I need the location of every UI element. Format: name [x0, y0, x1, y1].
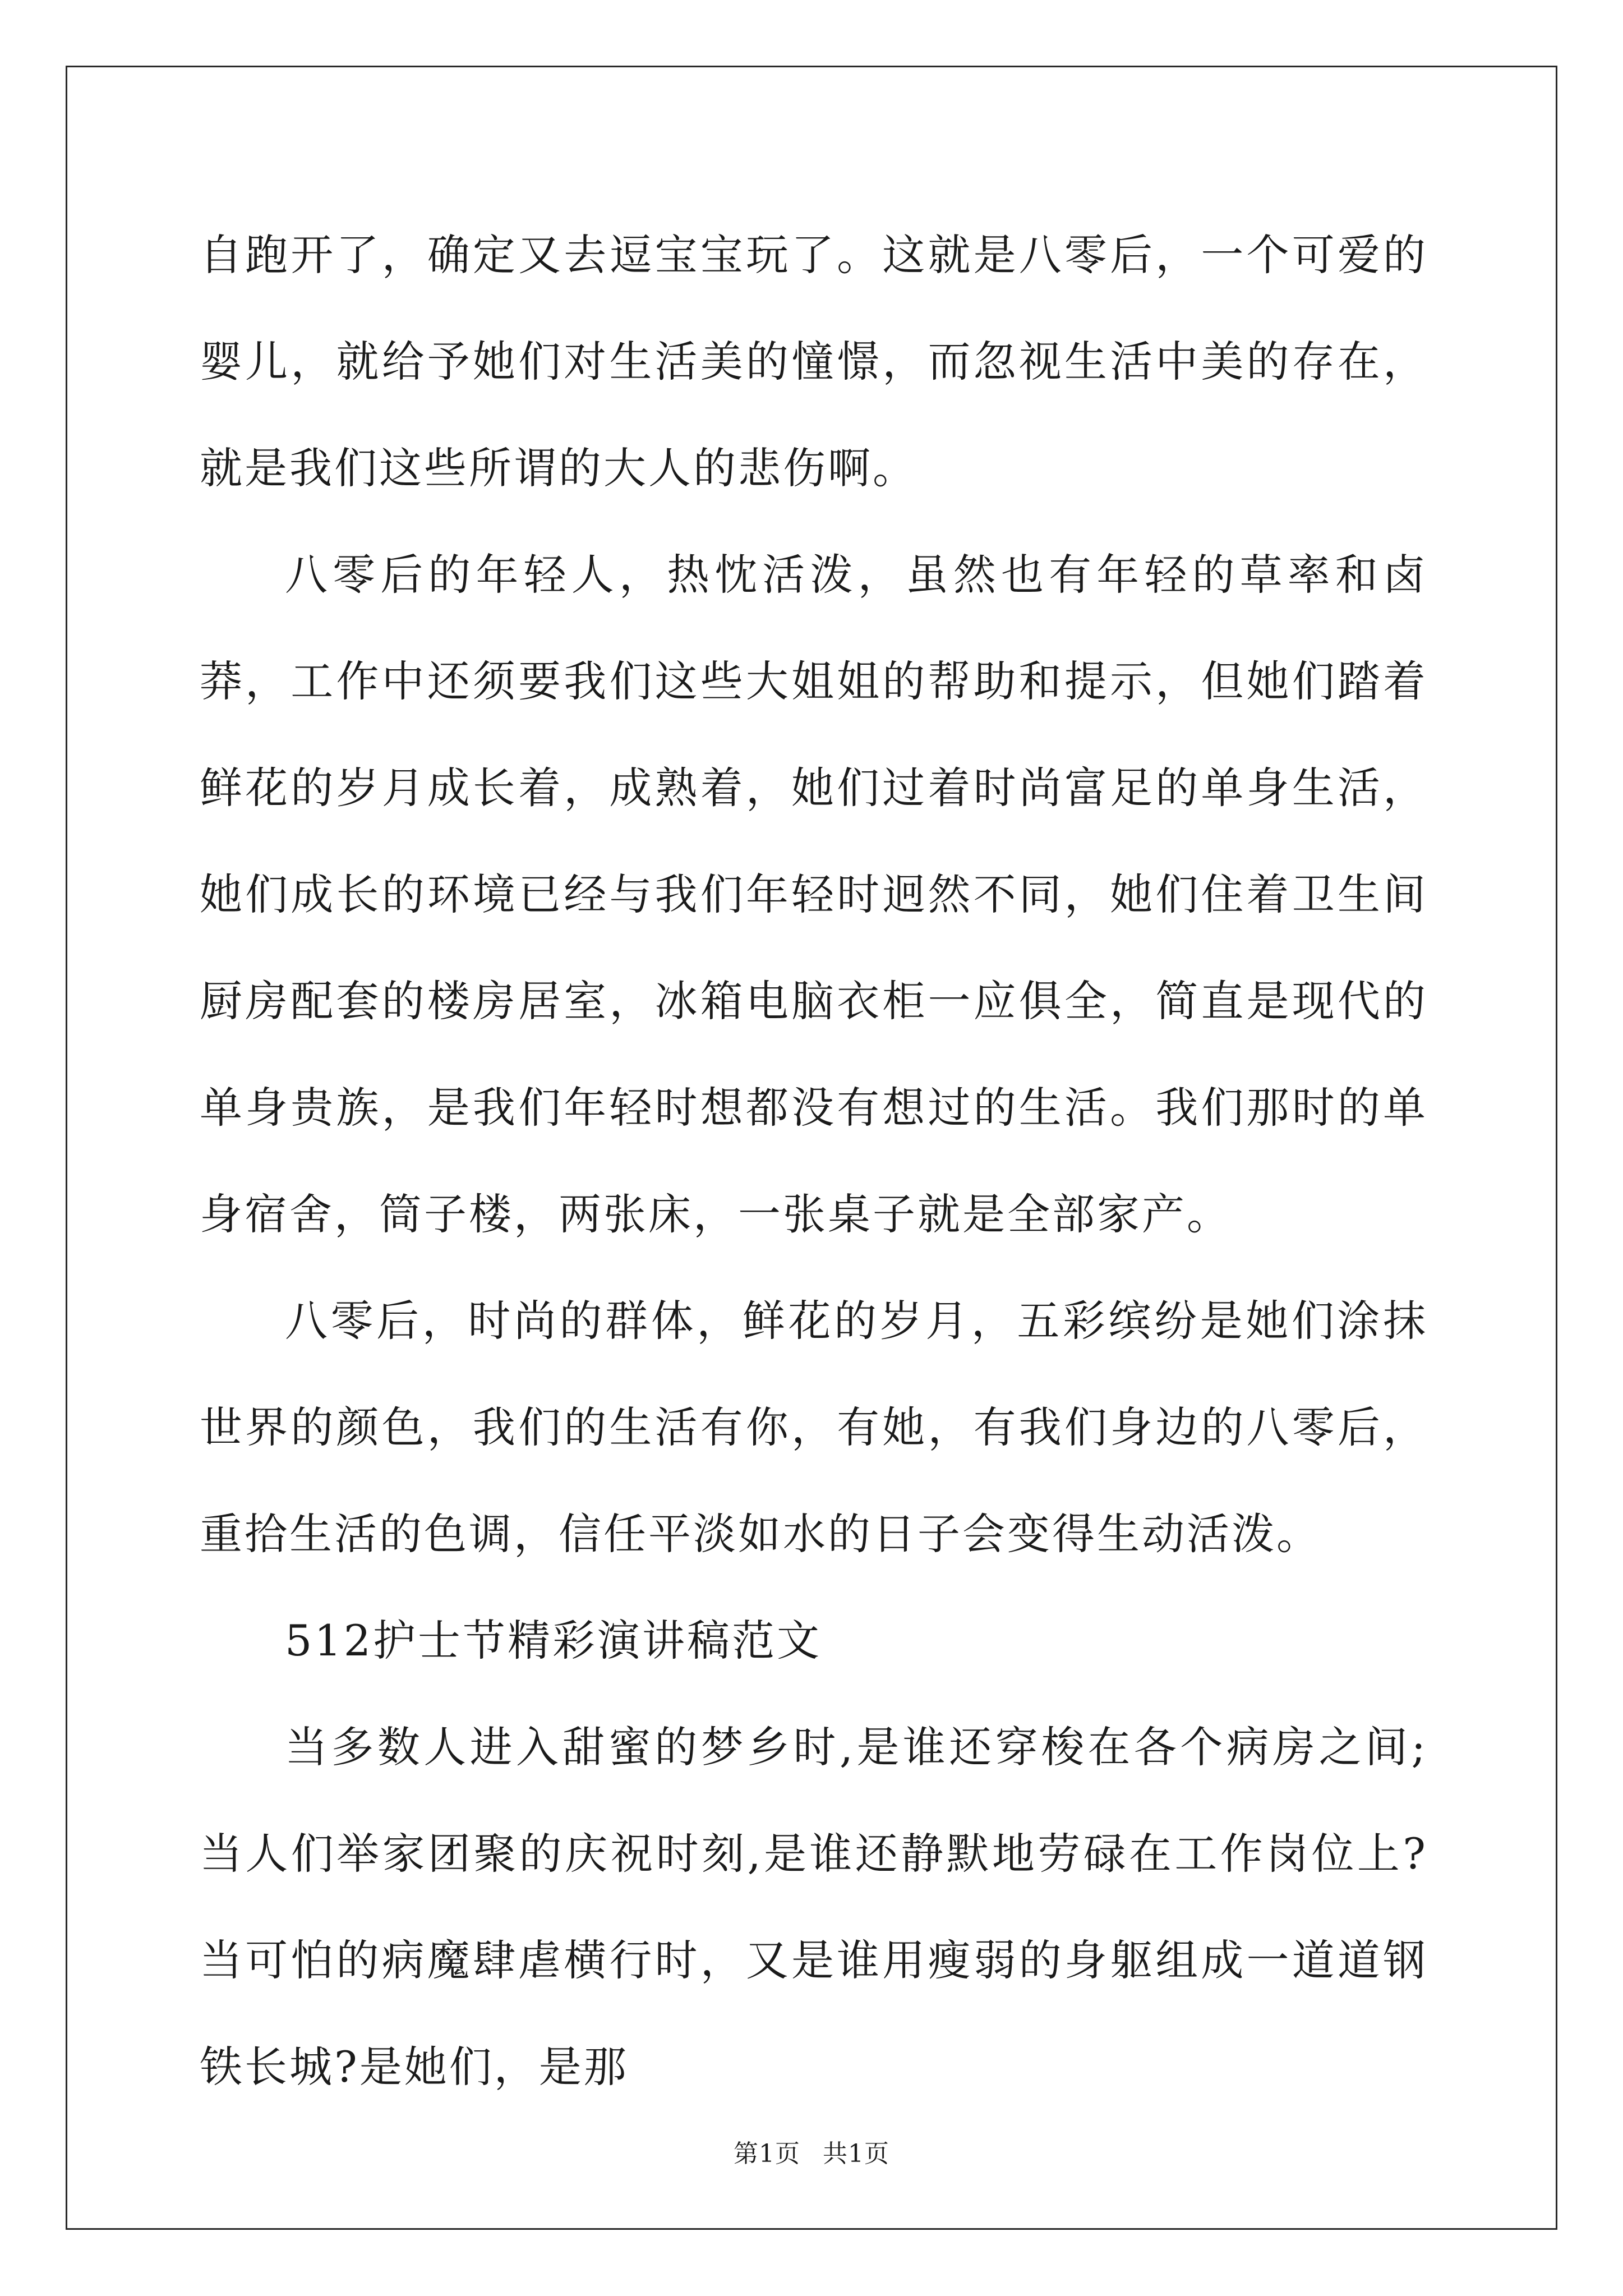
paragraph-1: 自跑开了，确定又去逗宝宝玩了。这就是八零后，一个可爱的婴儿，就给予她们对生活美的憧憬，而忽视生活中美的存在，就是我们这些所谓的大人的悲伤啊。: [200, 230, 1428, 493]
page-footer: [0, 2137, 1623, 2171]
paragraph-2: 八零后的年轻人，热忱活泼，虽然也有年轻的草率和卤莽，工作中还须要我们这些大姐姐的帮助和提示，但她们踏着鲜花的岁月成长着，成熟着，她们过着时尚富足的单身生活，她们成长的环境已经与我们年轻时迥然不同，她们住着卫生间厨房配套的楼房居室，冰箱电脑衣柜一应俱全，简直是现代的单身贵族，是我们年轻时想都没有想过的生活。我们那时的单身宿舍，筒子楼，两张床，一张桌子就是全部家产。: [200, 550, 1428, 1239]
section-heading: 512护士节精彩演讲稿范文: [285, 1616, 822, 1665]
document-body: [200, 202, 1428, 2120]
page-number: 第1页: [734, 2139, 800, 2168]
page-total: 共1页: [823, 2139, 889, 2168]
paragraph-3: 八零后，时尚的群体，鲜花的岁月，五彩缤纷是她们涂抹世界的颜色，我们的生活有你，有她，有我们身边的八零后，重拾生活的色调，信任平淡如水的日子会变得生动活泼。: [200, 1296, 1428, 1559]
paragraph-5: 当多数人进入甜蜜的梦乡时,是谁还穿梭在各个病房之间;当人们举家团聚的庆祝时刻,是谁还静默地劳碌在工作岗位上?当可怕的病魔肆虐横行时，又是谁用瘦弱的身躯组成一道道钢铁长城?是她们，是那: [200, 1722, 1428, 2092]
